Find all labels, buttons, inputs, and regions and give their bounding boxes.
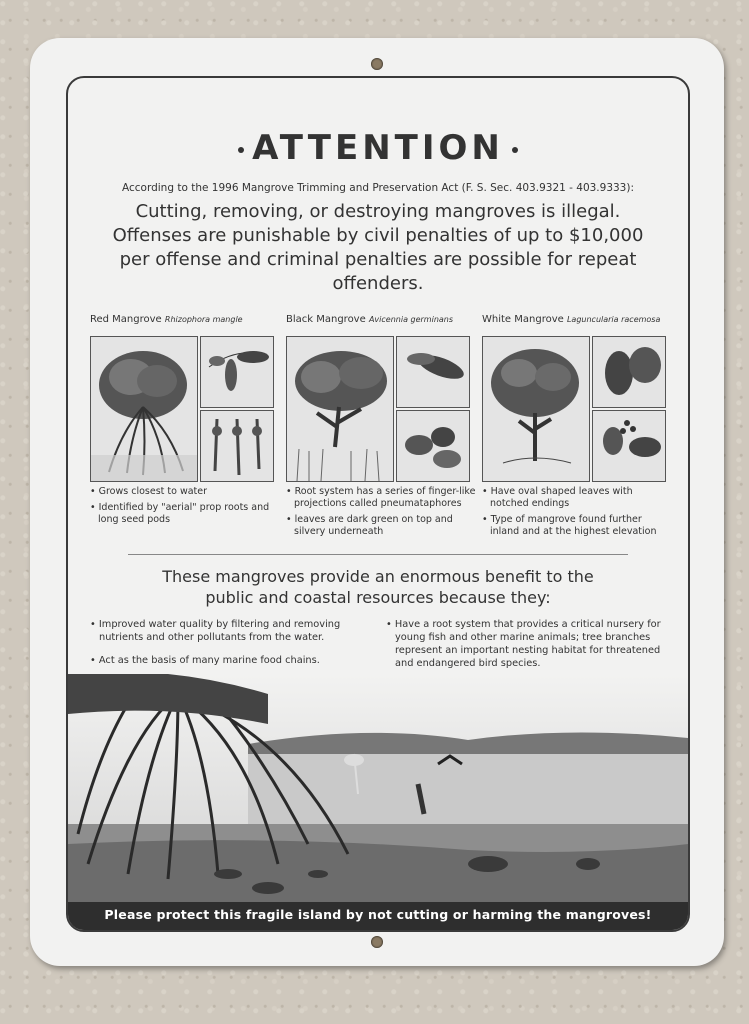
white-mangrove-leaf-illustration	[592, 336, 666, 408]
warning-text: Cutting, removing, or destroying mangroves is illegal. Offenses are punishable by civil penalties of up to $10,000 per offense and criminal penalties are possible for repeat offenders.	[112, 201, 644, 294]
species-name: Black Mangrove Avicennia germinans	[286, 314, 454, 325]
species-notes	[482, 486, 672, 542]
benefit-item: • Act as the basis of many marine food chains.	[90, 655, 320, 666]
species-name: Red Mangrove Rhizophora mangle	[90, 314, 243, 325]
red-mangrove-tree-illustration	[90, 336, 198, 482]
white-mangrove-tree-illustration	[482, 336, 590, 482]
benefit-item: • Have a root system that provides a critical nursery for young fish and other marine animals; tree branches represent an important nesting habitat for threatened and endangered bird species.	[386, 619, 661, 669]
note: • Identified by "aerial" prop roots and long seed pods	[90, 502, 270, 525]
section-divider	[128, 554, 628, 555]
red-mangrove-seed-pod-illustration	[200, 410, 274, 482]
species-black-mangrove	[286, 314, 476, 537]
benefit-item: • Improved water quality by filtering and removing nutrients and other pollutants from the water.	[90, 619, 341, 643]
black-mangrove-tree-illustration	[286, 336, 394, 482]
bottom-mounting-hole	[371, 936, 383, 948]
species-notes	[90, 486, 280, 530]
sign-plate	[30, 38, 724, 966]
note: • Type of mangrove found further inland and at the highest elevation	[482, 514, 657, 537]
note: • Root system has a series of finger-like projections called pneumataphores	[286, 486, 476, 509]
note: • Grows closest to water	[90, 486, 208, 497]
footer-message: Please protect this fragile island by not cutting or harming the mangroves!	[104, 907, 652, 922]
top-mounting-hole	[371, 58, 383, 70]
red-mangrove-leaf-illustration	[200, 336, 274, 408]
species-white-mangrove	[482, 314, 672, 537]
benefits-heading: These mangroves provide an enormous benefit to the public and coastal resources because they:	[162, 567, 594, 607]
sign-title: ATTENTION	[68, 128, 688, 168]
species-name: White Mangrove Laguncularia racemosa	[482, 314, 661, 325]
note: • Have oval shaped leaves with notched endings	[482, 486, 633, 509]
law-reference: According to the 1996 Mangrove Trimming and Preservation Act (F. S. Sec. 403.9321 - 403.9333):	[121, 182, 634, 194]
white-mangrove-flower-illustration	[592, 410, 666, 482]
black-mangrove-leaf-illustration	[396, 336, 470, 408]
note: • leaves are dark green on top and silvery underneath	[286, 514, 453, 537]
mangrove-scene-illustration	[68, 674, 688, 930]
species-notes	[286, 486, 476, 542]
species-red-mangrove	[90, 314, 280, 525]
sign-frame	[66, 76, 690, 932]
black-mangrove-seed-illustration	[396, 410, 470, 482]
